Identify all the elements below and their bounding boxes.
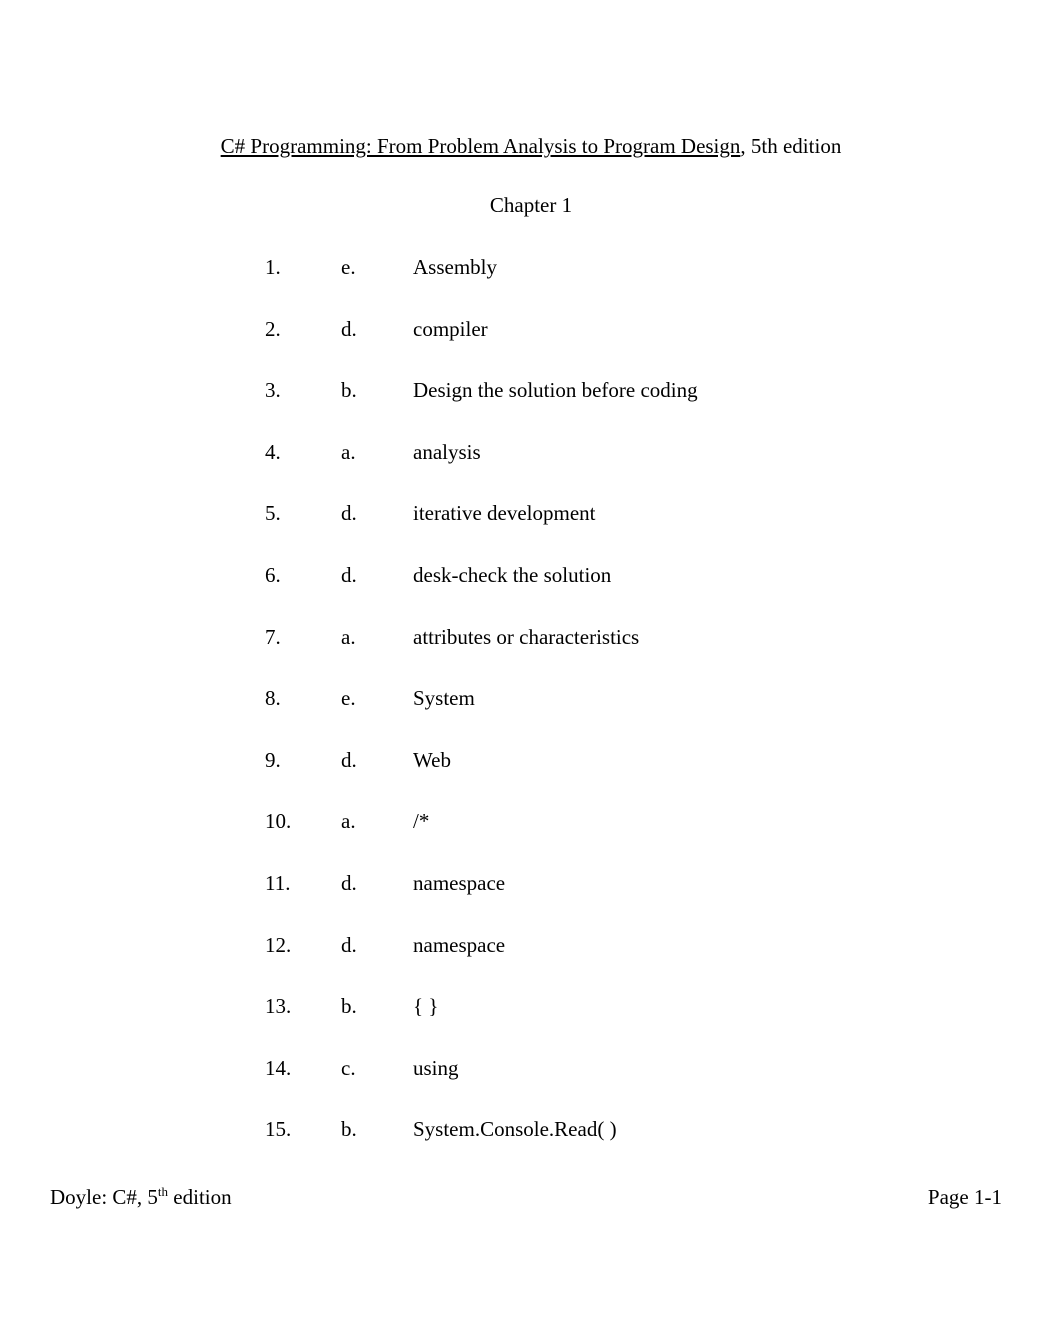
question-number: 8. [265, 686, 281, 711]
answer-row [265, 314, 825, 376]
answer-letter: d. [341, 501, 357, 526]
question-number: 9. [265, 747, 281, 772]
answer-row [265, 375, 825, 437]
answer-letter: b. [341, 1117, 357, 1142]
answer-row [265, 437, 825, 499]
answer-text: { } [413, 994, 439, 1019]
answer-text: iterative development [413, 501, 596, 526]
answer-text: attributes or characteristics [413, 624, 640, 649]
answer-row [265, 683, 825, 745]
answer-letter: a. [341, 809, 356, 834]
answer-text: System.Console.Read( ) [413, 1117, 617, 1142]
question-number: 13. [265, 994, 292, 1019]
question-number: 15. [265, 1117, 292, 1142]
answer-text: /* [413, 809, 430, 834]
answer-row [265, 806, 825, 868]
question-number: 2. [265, 316, 281, 341]
edition-label: , 5th edition [740, 134, 842, 158]
book-title: C# Programming: From Problem Analysis to Program Design [220, 134, 741, 158]
question-number: 14. [265, 1055, 292, 1080]
answer-row [265, 498, 825, 560]
answer-row [265, 745, 825, 807]
question-number: 3. [265, 378, 281, 403]
answer-text: System [413, 686, 475, 711]
answer-letter: d. [341, 870, 357, 895]
answer-letter: d. [341, 932, 357, 957]
answer-list [265, 252, 825, 1176]
answer-letter: d. [341, 747, 357, 772]
footer-author: Doyle: C#, 5 [50, 1185, 158, 1209]
answer-row [265, 991, 825, 1053]
answer-row [265, 1114, 825, 1176]
answer-letter: d. [341, 562, 357, 587]
answer-text: Web [413, 747, 451, 772]
answer-text: namespace [413, 932, 506, 957]
answer-letter: c. [341, 1055, 356, 1080]
answer-letter: d. [341, 316, 357, 341]
answer-text: namespace [413, 870, 506, 895]
answer-row [265, 1053, 825, 1115]
question-number: 6. [265, 562, 281, 587]
footer-author-edition [50, 1182, 232, 1212]
chapter-heading: Chapter 1 [489, 193, 573, 217]
answer-letter: e. [341, 255, 356, 279]
answer-row [265, 560, 825, 622]
answer-row [265, 930, 825, 992]
answer-row [265, 868, 825, 930]
answer-text: Assembly [413, 255, 497, 279]
footer-superscript: th [157, 1184, 169, 1199]
answer-letter: a. [341, 439, 356, 464]
footer-edition: edition [168, 1185, 232, 1209]
answer-row [265, 252, 825, 314]
page-number: Page 1-1 [927, 1185, 1002, 1209]
question-number: 11. [265, 870, 291, 895]
answer-row [265, 622, 825, 684]
question-number: 4. [265, 439, 281, 464]
question-number: 5. [265, 501, 281, 526]
answer-text: Design the solution before coding [413, 378, 698, 403]
answer-letter: b. [341, 994, 357, 1019]
answer-letter: b. [341, 378, 357, 403]
question-number: 12. [265, 932, 292, 957]
document-title [0, 131, 1062, 161]
answer-letter: a. [341, 624, 356, 649]
answer-letter: e. [341, 686, 356, 711]
answer-text: desk-check the solution [413, 562, 612, 587]
answer-text: compiler [413, 316, 488, 341]
question-number: 1. [265, 255, 281, 279]
question-number: 10. [265, 809, 292, 834]
answer-text: using [413, 1055, 459, 1080]
answer-text: analysis [413, 439, 481, 464]
question-number: 7. [265, 624, 281, 649]
